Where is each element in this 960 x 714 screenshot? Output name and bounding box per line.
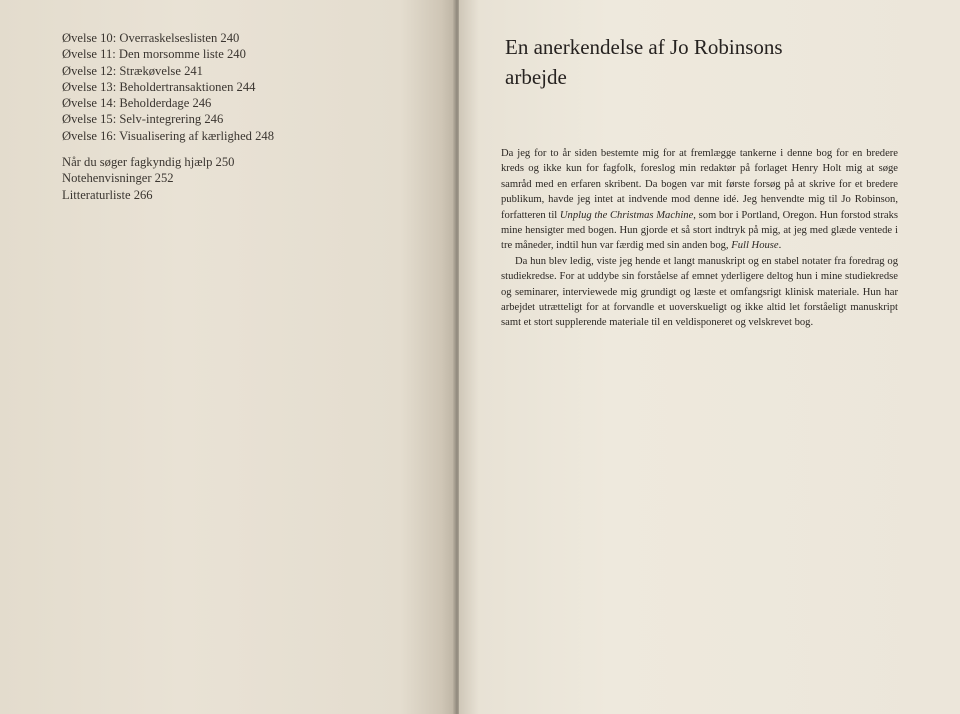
table-of-contents (62, 30, 402, 203)
right-page (459, 0, 960, 714)
toc-entry: Øvelse 10: Overraskelseslisten 240 (62, 31, 240, 45)
paragraph-1 (501, 146, 898, 254)
paragraph-2: Da hun blev ledig, viste jeg hende et langt manuskript og en stabel notater fra foredrag og studiekredse. For at uddybe sin forståelse af emnet yderligere deltog hun i mine studiekredse og seminarer, interviewede mig grundigt og læste et omfangsrigt klinisk materiale. Hun har arbejdet utrætteligt for at forvandle et uoverskueligt og ikke altid let forståeligt manuskript samt et stort supplerende materiale til en veldisponeret og velskrevet bog. (501, 255, 898, 329)
left-page (0, 0, 455, 714)
toc-entry: Øvelse 11: Den morsomme liste 240 (62, 47, 246, 62)
toc-entry: Øvelse 14: Beholderdage 246 (62, 96, 212, 111)
toc-entry: Øvelse 13: Beholdertransaktionen 244 (62, 79, 256, 94)
heading-line-2: arbejde (505, 65, 567, 89)
toc-entry: Når du søger fagkyndig hjælp 250 (62, 155, 235, 170)
toc-entry: Notehenvisninger 252 (62, 171, 174, 186)
book-title: Unplug the Christmas Machine (559, 209, 694, 221)
toc-entry: Litteraturliste 266 (62, 187, 153, 202)
paragraph-text: , som bor i Portland, Oregon. Hun forstod straks mine hensigter med bogen. Hun gjorde et så stort indtryk på mig, at jeg med glæde ventede i tre måneder, indtil hun var færdig med sin anden bog, (501, 209, 899, 252)
heading-line-1: En anerkendelse af Jo Robinsons (505, 35, 783, 59)
toc-entry: Øvelse 12: Strækøvelse 241 (62, 63, 203, 78)
toc-spacer (62, 144, 402, 154)
toc-entry: Øvelse 15: Selv-integrering 246 (62, 112, 224, 127)
book-title: Full House (731, 240, 779, 252)
chapter-heading (505, 32, 885, 92)
toc-entry: Øvelse 16: Visualisering af kærlighed 248 (62, 128, 275, 143)
paragraph-text: Da jeg for to år siden bestemte mig for at fremlægge tankerne i denne bog for en bredere kreds og ikke kun for fagfolk, foreslog min redaktør på forlaget Henry Holt mig at søge samråd med en erfaren skribent. Da bogen var mit første forsøg på at skrive for et bredere publikum, havde jeg intet at indvende mod denne idé. Jeg henvendte mig til Jo Robinson, forfatteren til (501, 148, 898, 221)
body-text (501, 146, 898, 331)
paragraph-text: . (778, 240, 782, 252)
